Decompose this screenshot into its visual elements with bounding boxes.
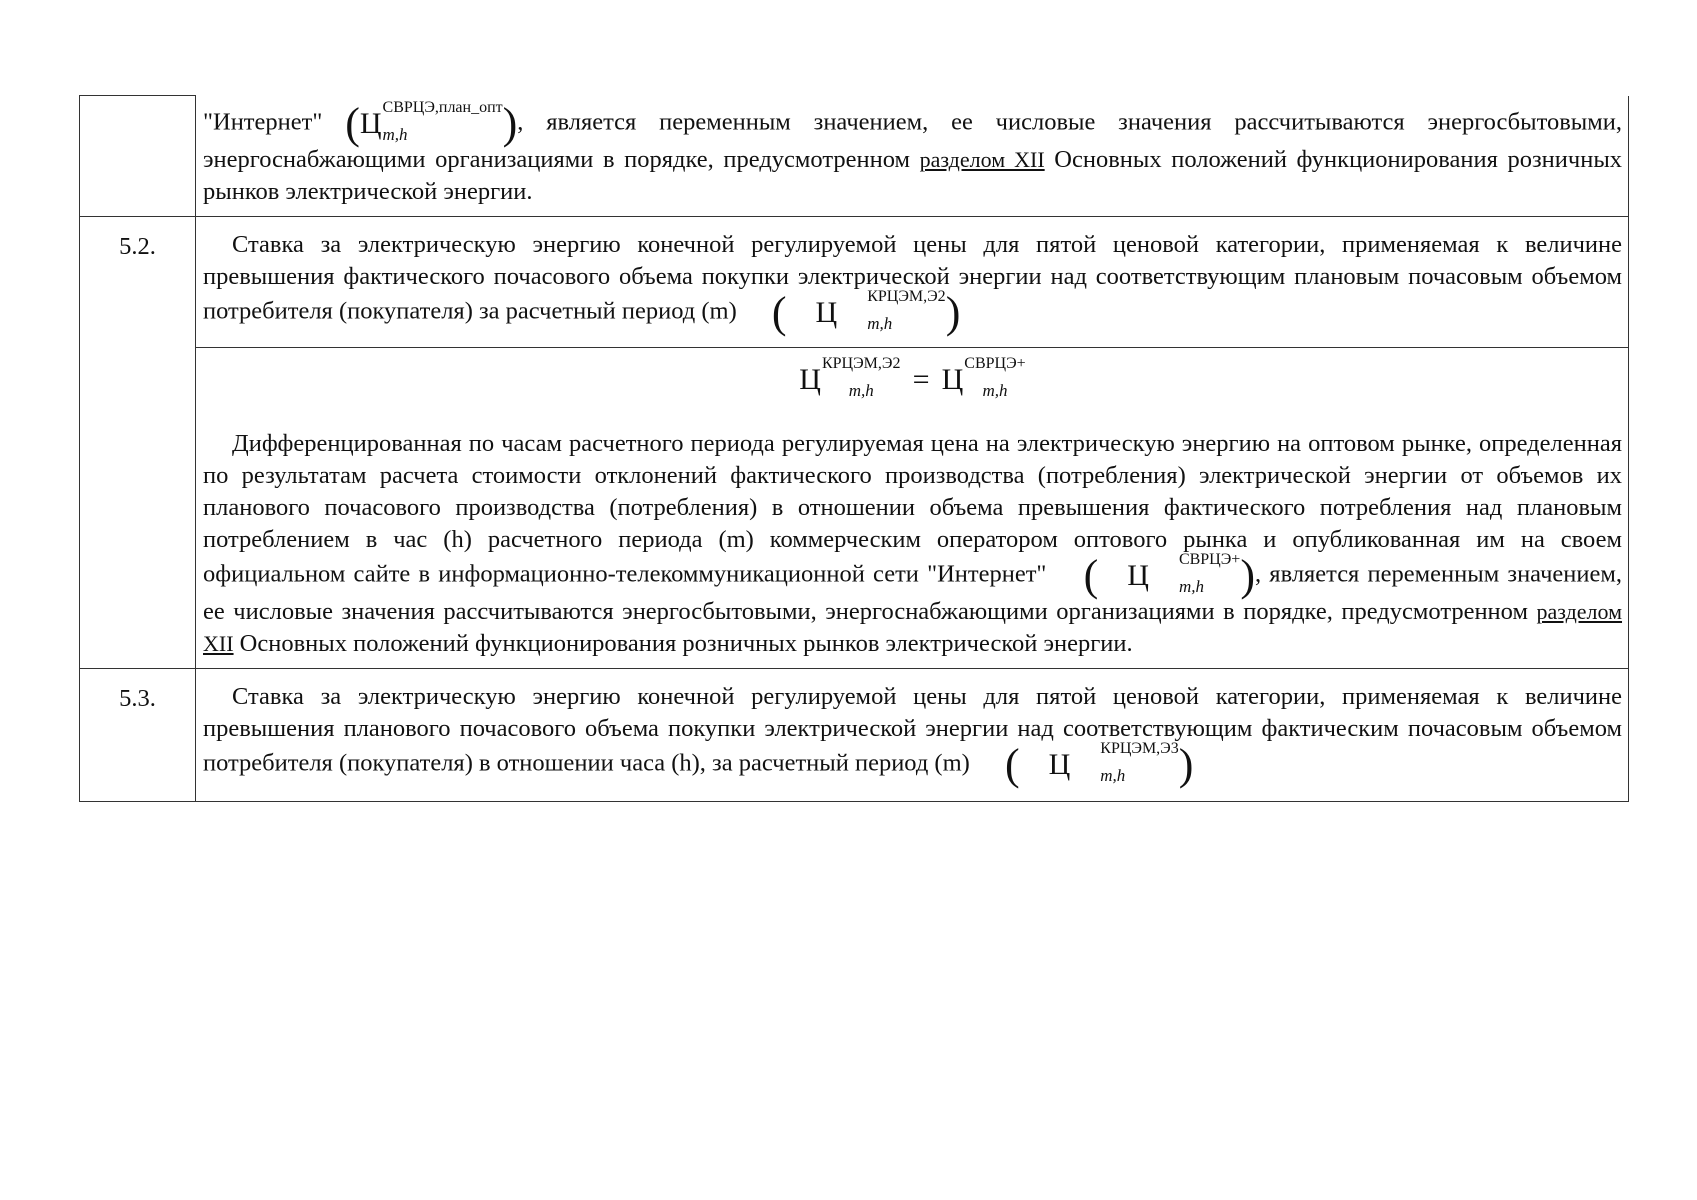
text-fragment: "Интернет" bbox=[203, 108, 323, 136]
price-formula: ( Ц СВРЦЭ+ m,h ) bbox=[1083, 550, 1255, 600]
number-cell bbox=[80, 96, 196, 217]
price-symbol: Ц bbox=[799, 362, 821, 396]
table-row bbox=[80, 668, 1629, 801]
text-cell bbox=[196, 668, 1629, 801]
equals-sign: = bbox=[912, 362, 930, 396]
equation bbox=[203, 354, 1622, 400]
formula-subscript: m,h bbox=[867, 313, 893, 333]
price-formula: ( Ц КРЦЭМ,Э2 m,h ) bbox=[771, 287, 961, 337]
formula-superscript: СВРЦЭ,план_опт bbox=[382, 98, 503, 116]
table-row bbox=[80, 96, 1629, 217]
text-cell bbox=[196, 216, 1629, 347]
text-fragment: , является переменным значением, ее числовые значения рассчитываются энергосбытовыми, энергоснабжающими организациями в порядке, предусмотренном bbox=[203, 108, 1623, 173]
text-fragment: Основных положений функционирования розничных рынков электрической энергии. bbox=[203, 145, 1623, 205]
text-fragment: Ставка за электрическую энергию конечной регулируемой цены для пятой ценовой категории, применяемая к величине превышения фактического почасового объема покупки электрической энергии над соответствующим плановым почасовым объемом потребителя (покупателя) за расчетный период (m) bbox=[203, 230, 1622, 325]
formula-superscript: СВРЦЭ+ bbox=[964, 354, 1026, 372]
price-formula: ( Ц КРЦЭМ,Э3 m,h ) bbox=[1004, 739, 1194, 789]
price-formula: (Ц СВРЦЭ,план_опт m,h ) bbox=[345, 98, 518, 148]
text-cell bbox=[196, 96, 1629, 217]
paragraph bbox=[203, 428, 1622, 660]
price-symbol: Ц bbox=[815, 295, 838, 329]
text-fragment: Дифференцированная по часам расчетного периода регулируемая цена на электрическую энергию на оптовом рынке, определенная по результатам расчета стоимости отклонений фактического производства (потребления) электрической энергии от объемов их планового почасового производства (потребления) в отношении объема превышения фактического потребления над плановым потреблением в час (h) расчетного периода (m) коммерческим оператором оптового рынка и опубликованная им на своем официальном сайте в информационно-телекоммуникационной сети "Интернет" bbox=[203, 429, 1622, 588]
section-link[interactable]: разделом XII bbox=[203, 598, 1623, 656]
text-fragment: Основных положений функционирования розничных рынков электрической энергии. bbox=[239, 629, 1133, 657]
paragraph bbox=[203, 681, 1622, 789]
paragraph bbox=[203, 229, 1622, 337]
regulation-table bbox=[79, 95, 1629, 802]
formula-subscript: m,h bbox=[382, 124, 408, 144]
price-symbol: Ц bbox=[359, 106, 382, 140]
number-cell bbox=[80, 668, 196, 801]
price-symbol: Ц bbox=[1127, 558, 1149, 592]
item-number: 5.2. bbox=[119, 232, 156, 260]
table-row bbox=[80, 216, 1629, 347]
formula-subscript: m,h bbox=[1100, 765, 1126, 785]
number-cell bbox=[80, 216, 196, 668]
formula-superscript: КРЦЭМ,Э2 bbox=[821, 354, 901, 372]
section-link[interactable]: разделом XII bbox=[919, 146, 1045, 172]
formula-subscript: m,h bbox=[982, 380, 1008, 400]
formula-superscript: КРЦЭМ,Э3 bbox=[1100, 739, 1179, 757]
price-symbol: Ц bbox=[1048, 747, 1071, 781]
formula-subscript: m,h bbox=[848, 380, 874, 400]
text-fragment: Ставка за электрическую энергию конечной регулируемой цены для пятой ценовой категории, применяемая к величине превышения планового почасового объема покупки электрической энергии над соответствующим фактическим почасовым объемом потребителя (покупателя) в отношении часа (h), за расчетный период (m) bbox=[203, 682, 1622, 777]
formula-subscript: m,h bbox=[1178, 576, 1204, 596]
formula-superscript: СВРЦЭ+ bbox=[1178, 550, 1241, 568]
paragraph bbox=[203, 98, 1623, 208]
item-number: 5.3. bbox=[119, 684, 156, 712]
text-cell bbox=[196, 347, 1629, 668]
formula-superscript: КРЦЭМ,Э2 bbox=[867, 287, 946, 305]
table-row bbox=[80, 347, 1629, 668]
text-fragment: , является переменным значением, ее числовые значения рассчитываются энергосбытовыми, энергоснабжающими организациями в порядке, предусмотренном bbox=[203, 560, 1622, 625]
price-symbol: Ц bbox=[941, 362, 964, 396]
